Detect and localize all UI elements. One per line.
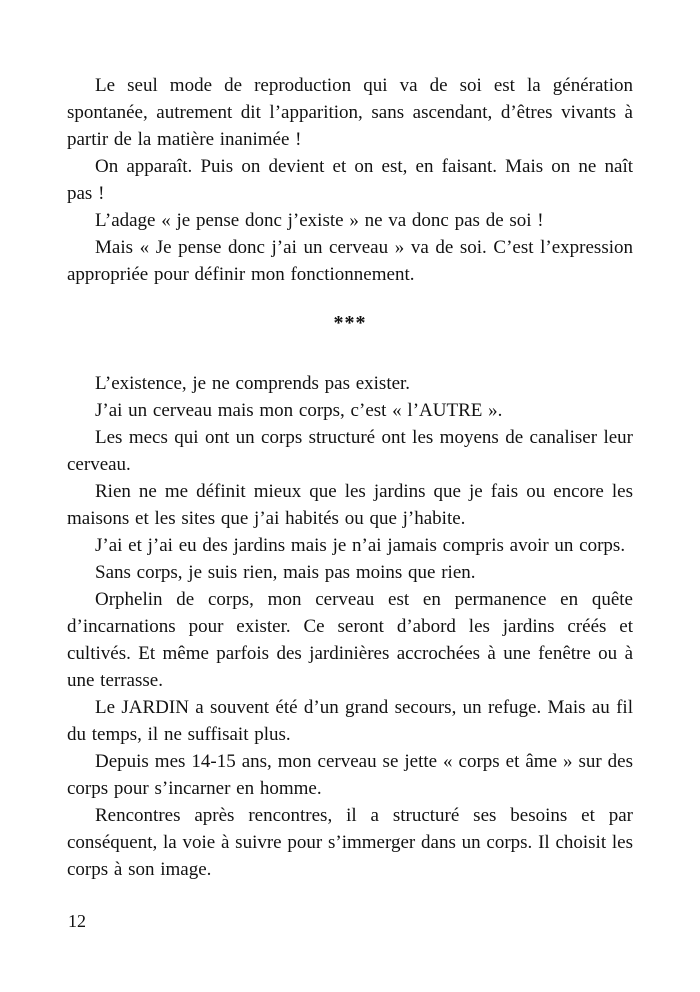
section-separator: ***	[333, 312, 367, 334]
paragraph: Mais « Je pense donc j’ai un cerveau » va de soi. C’est l’expression appropriée pour définir mon fonctionnement.	[67, 237, 633, 285]
paragraph: Sans corps, je suis rien, mais pas moins que rien.	[95, 562, 476, 583]
page-number: 12	[68, 911, 86, 931]
paragraph: L’adage « je pense donc j’existe » ne va donc pas de soi !	[95, 210, 544, 231]
paragraph: Orphelin de corps, mon cerveau est en permanence en quête d’incarnations pour exister. Ce seront d’abord les jardins créés et cultivés. Et même parfois des jardinières accrochées à une fenêtre ou à une terrasse.	[67, 589, 633, 691]
paragraph: Rien ne me définit mieux que les jardins que je fais ou encore les maisons et les sites que j’ai habités ou que j’habite.	[67, 481, 633, 529]
paragraph: L’existence, je ne comprends pas exister.	[95, 373, 411, 394]
page-text	[67, 72, 633, 883]
paragraph: On apparaît. Puis on devient et on est, en faisant. Mais on ne naît pas !	[67, 156, 633, 204]
paragraph: J’ai un cerveau mais mon corps, c’est « l’AUTRE ».	[95, 400, 503, 421]
paragraph: Les mecs qui ont un corps structuré ont les moyens de canaliser leur cerveau.	[67, 427, 633, 475]
paragraph: Depuis mes 14-15 ans, mon cerveau se jette « corps et âme » sur des corps pour s’incarner en homme.	[67, 751, 633, 799]
paragraph: Rencontres après rencontres, il a structuré ses besoins et par conséquent, la voie à suivre pour s’immerger dans un corps. Il choisit les corps à son image.	[67, 805, 633, 880]
paragraph: Le seul mode de reproduction qui va de soi est la génération spontanée, autrement dit l’apparition, sans ascendant, d’êtres vivants à partir de la matière inanimée !	[67, 75, 633, 150]
paragraph: Le JARDIN a souvent été d’un grand secours, un refuge. Mais au fil du temps, il ne suffisait plus.	[67, 697, 633, 745]
paragraph: J’ai et j’ai eu des jardins mais je n’ai jamais compris avoir un corps.	[95, 535, 626, 556]
